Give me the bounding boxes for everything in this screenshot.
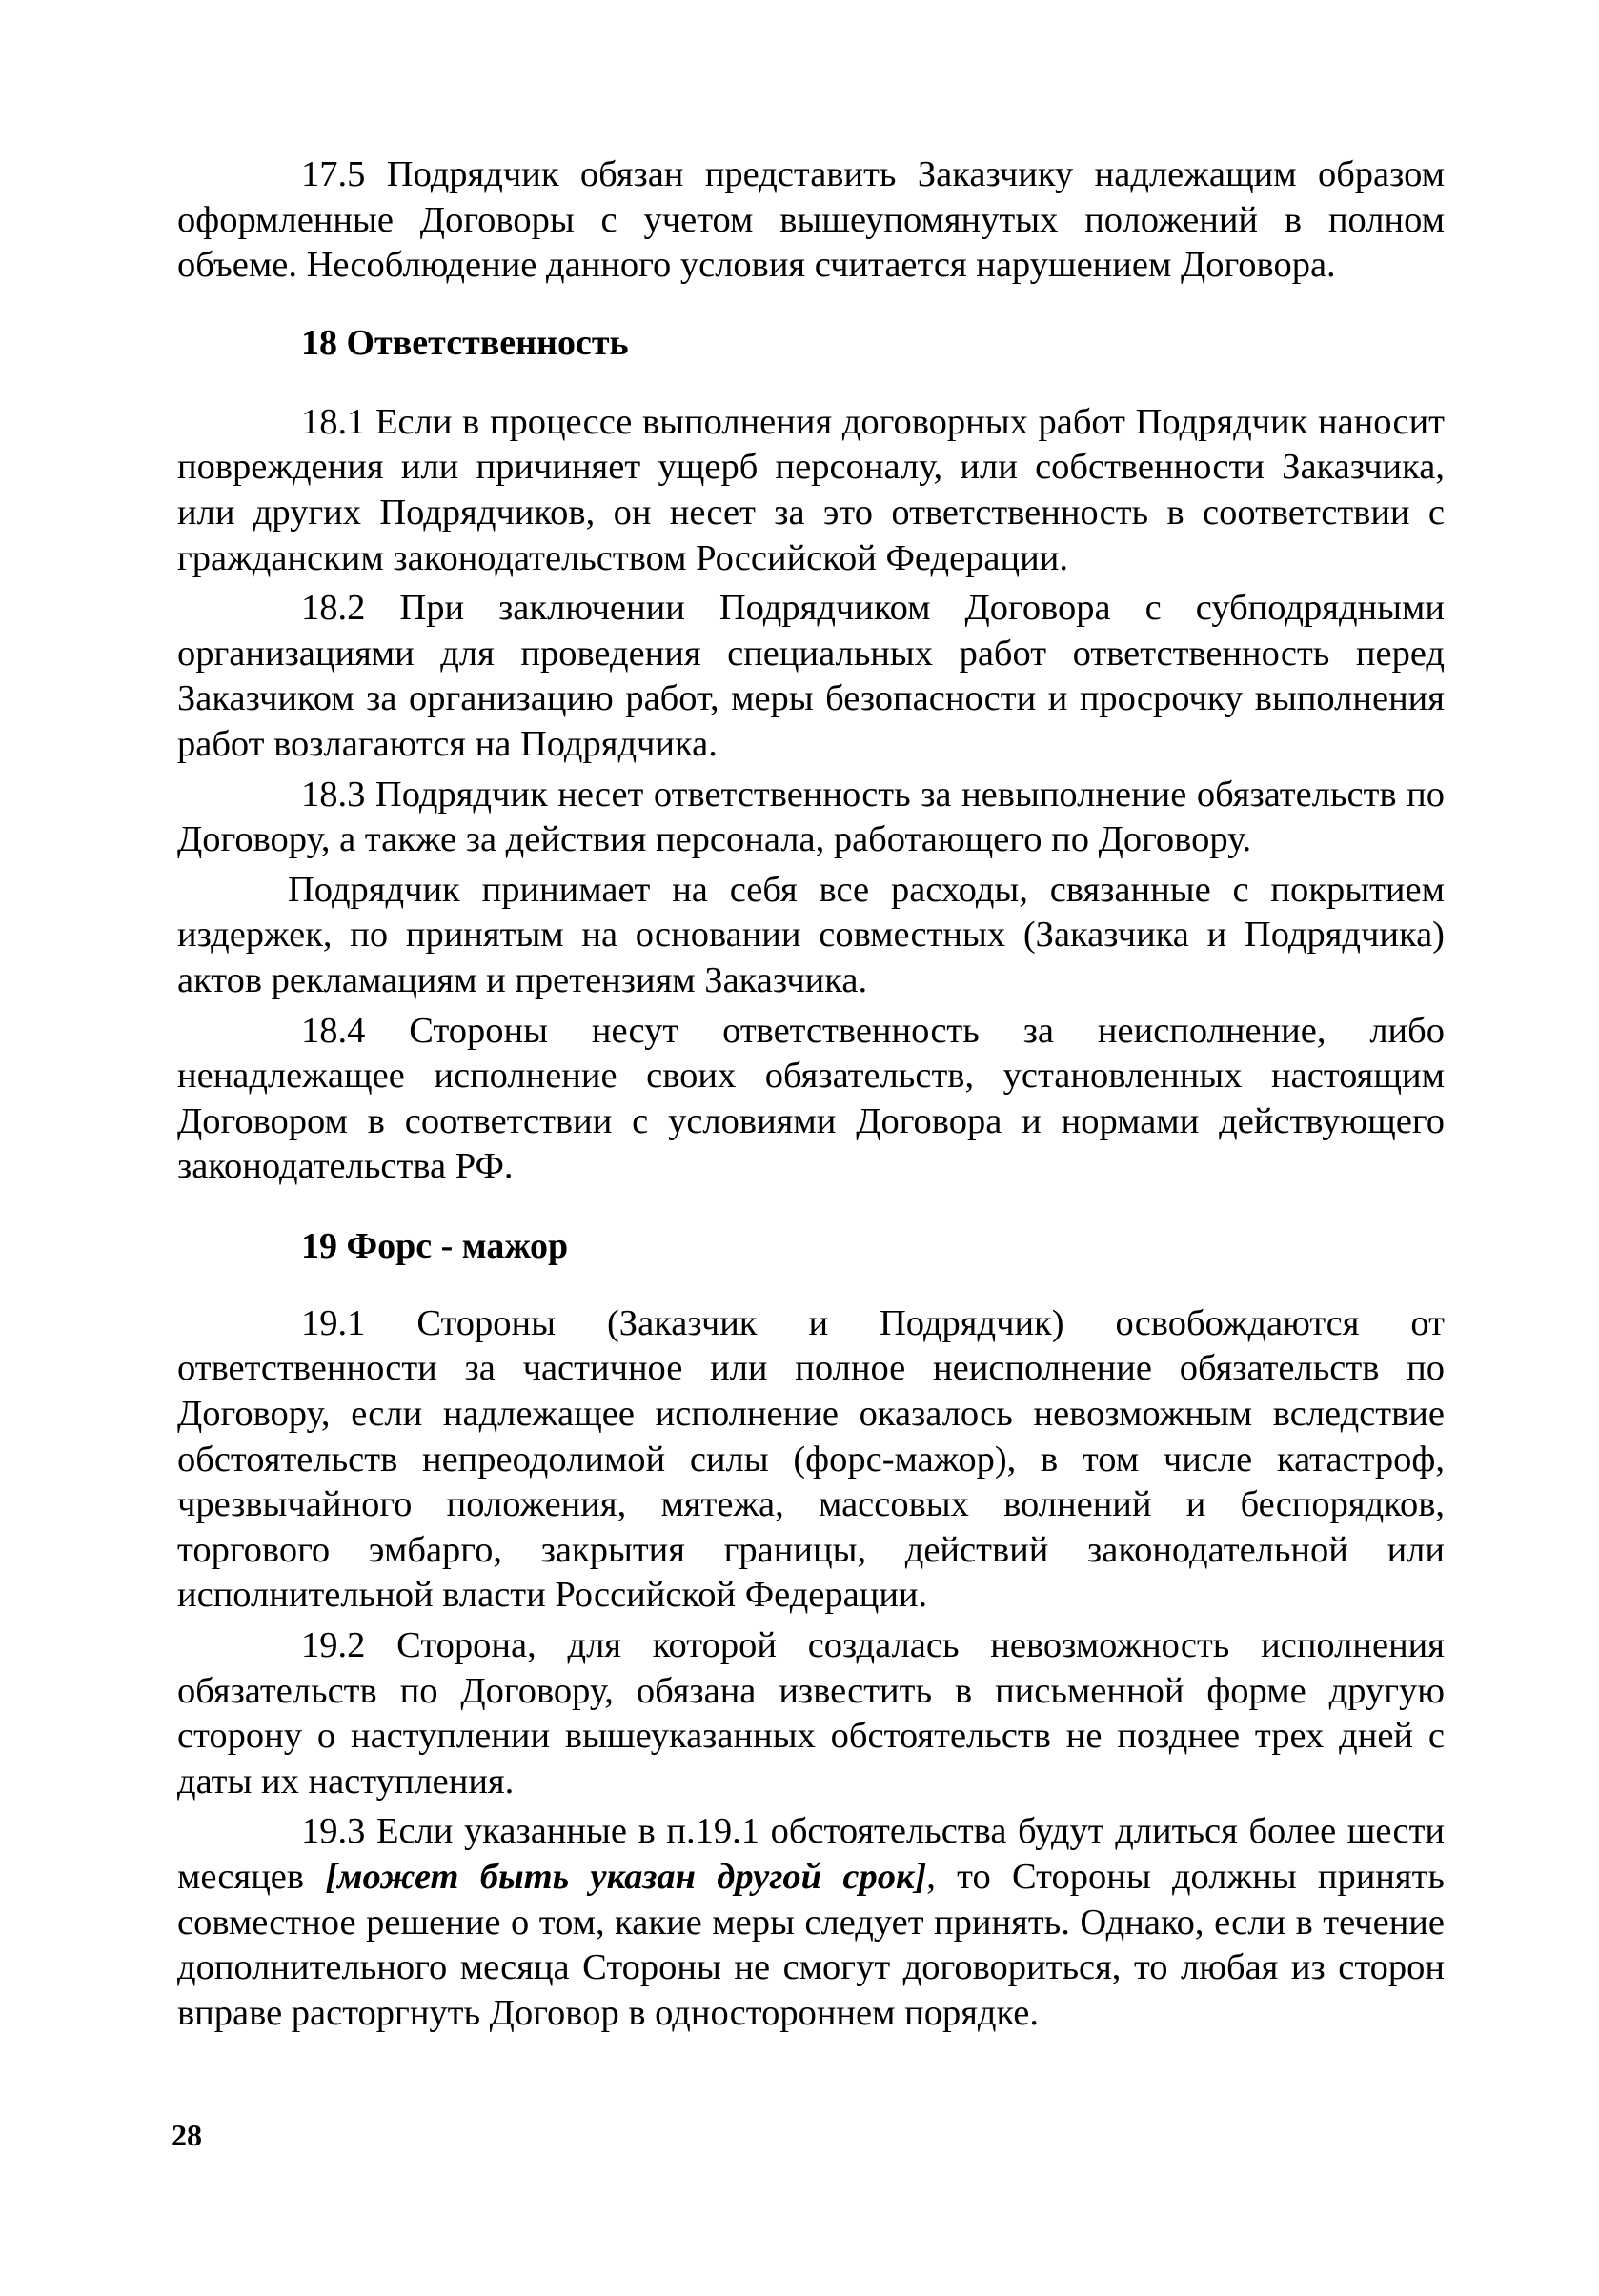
clause-18-2: 18.2 При заключении Подрядчиком Договора с субподрядными организациями для проведения специальных работ ответственность перед Заказчиком за организацию работ, меры безопасности и просрочку выполнения работ возлагаются на Подрядчика. <box>177 588 1445 764</box>
document-page <box>177 152 1445 2036</box>
section-19-heading: 19 Форс - мажор <box>301 1225 569 1266</box>
clause-18-3: 18.3 Подрядчик несет ответственность за невыполнение обязательств по Договору, а также за действия персонала, работающего по Договору. <box>177 774 1445 860</box>
clause-19-2: 19.2 Сторона, для которой создалась невозможность исполнения обязательств по Договору, обязана известить в письменной форме другую сторону о наступлении вышеуказанных обстоятельств не позднее трех дней с даты их наступления. <box>177 1625 1445 1802</box>
clause-18-1: 18.1 Если в процессе выполнения договорных работ Подрядчик наносит повреждения или причиняет ущерб персоналу, или собственности Заказчика, или других Подрядчиков, он несет за это ответственность в соответствии с гражданским законодательством Российской Федерации. <box>177 401 1445 578</box>
clause-18-4: 18.4 Стороны несут ответственность за неисполнение, либо ненадлежащее исполнение своих обязательств, установленных настоящим Договором в соответствии с условиями Договора и нормами действующего законодательства РФ. <box>177 1010 1445 1187</box>
clause-19-3-term-note: [может быть указан другой срок] <box>325 1857 927 1897</box>
clause-19-3-text-start: 19.3 Если указанные в п.19.1 обстоятельства будут длиться более шести месяцев <box>177 1811 1445 1897</box>
section-18-heading: 18 Ответственность <box>301 322 629 363</box>
page-number: 28 <box>172 2118 202 2152</box>
clause-18-3-continuation: Подрядчик принимает на себя все расходы, связанные с покрытием издержек, по принятым на основании совместных (Заказчика и Подрядчика) актов рекламациям и претензиям Заказчика. <box>177 869 1445 1000</box>
clause-19-3 <box>177 1809 1445 2036</box>
clause-17-5: 17.5 Подрядчик обязан представить Заказчику надлежащим образом оформленные Договоры с учетом вышеупомянутых положений в полном объеме. Несоблюдение данного условия считается нарушением Договора. <box>177 154 1445 286</box>
clause-19-1: 19.1 Стороны (Заказчик и Подрядчик) освобождаются от ответственности за частичное или полное неисполнение обязательств по Договору, если надлежащее исполнение оказалось невозможным вследствие обстоятельств непреодолимой силы (форс-мажор), в том числе катастроф, чрезвычайного положения, мятежа, массовых волнений и беспорядков, торгового эмбарго, закрытия границы, действий законодательной или исполнительной власти Российской Федерации. <box>177 1302 1445 1616</box>
clause-19-3-text-end: , то Стороны должны принять совместное решение о том, какие меры следует принять. Однако, если в течение дополнительного месяца Стороны не смогут договориться, то любая из сторон вправе расторгнуть Договор в одностороннем порядке. <box>177 1857 1445 2033</box>
